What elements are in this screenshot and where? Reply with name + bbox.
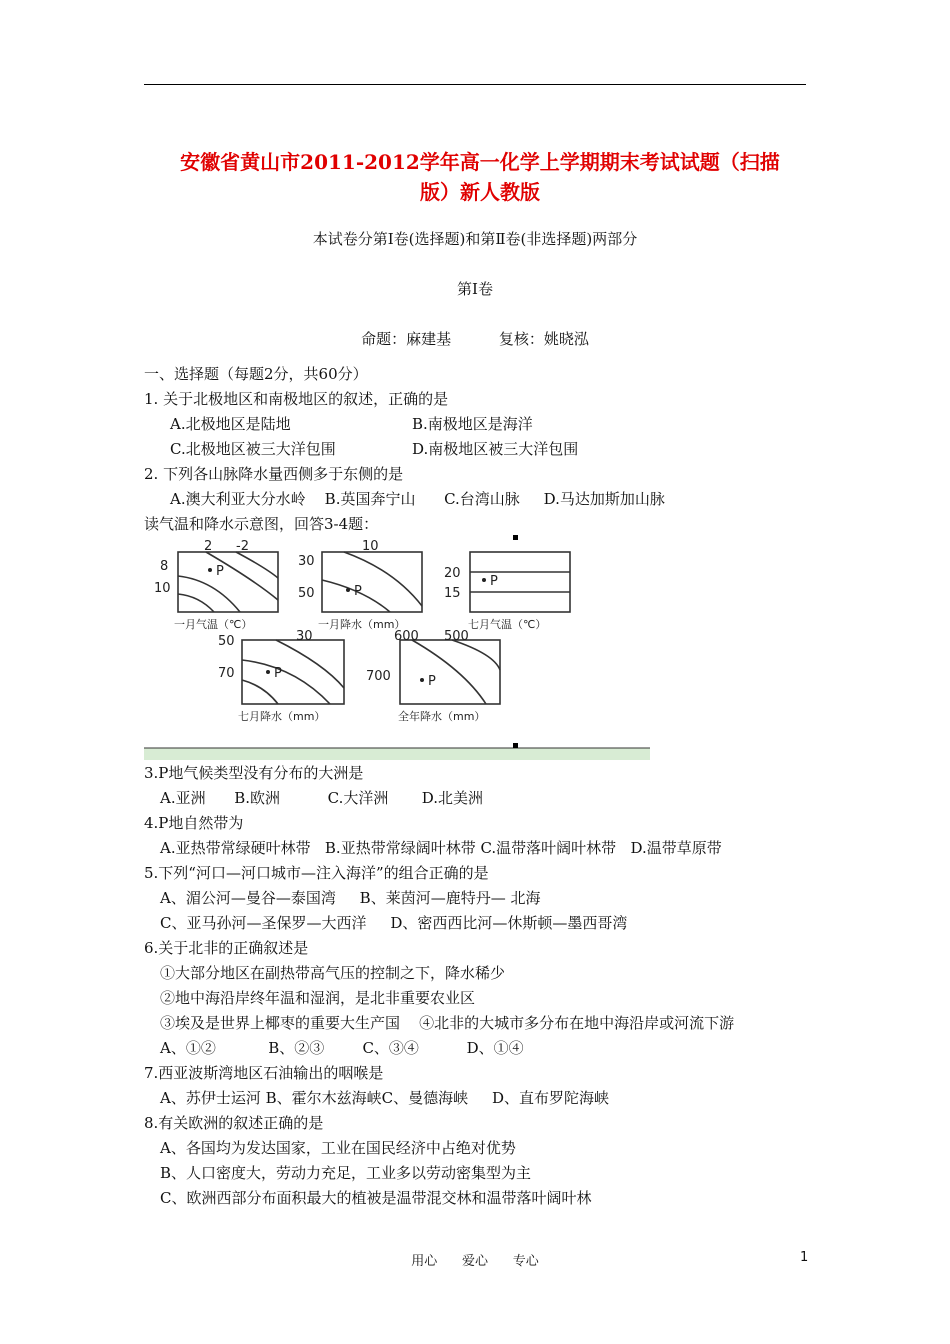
panel-5-p-point [420, 678, 424, 682]
question-3: 3.P地气候类型没有分布的大洲是 [144, 764, 364, 782]
panel-1-p-label: P [216, 564, 224, 579]
authors-line: 命题：麻建基 复核：姚晓泓 [361, 330, 589, 348]
panel-4-p-label: P [274, 666, 282, 681]
panel-4-left-label: 50 [218, 634, 235, 649]
question-8-option-a: A、各国均为发达国家，工业在国民经济中占绝对优势 [160, 1139, 516, 1157]
document-title-line1: 安徽省黄山市2011-2012学年高一化学上学期期末考试试题（扫描 [180, 150, 780, 174]
panel-5-isoline [452, 640, 500, 670]
climate-figure [144, 540, 654, 760]
question-6: 6.关于北非的正确叙述是 [144, 939, 309, 957]
climate-diagram [144, 540, 654, 760]
panel-5-top-label: 500 [444, 629, 469, 644]
panel-5-caption: 全年降水（mm） [398, 710, 486, 723]
panel-1-top-label: 2 [204, 540, 213, 554]
question-8: 8.有关欧洲的叙述正确的是 [144, 1114, 324, 1132]
figure-intro: 读气温和降水示意图，回答3-4题： [144, 515, 379, 533]
question-3-options: A.亚洲 B.欧洲 C.大洋洲 D.北美洲 [160, 789, 484, 807]
question-1-option-b: B.南极地区是海洋 [412, 415, 533, 433]
question-6-statement-34: ③埃及是世界上椰枣的重要大生产国 ④北非的大城市多分布在地中海沿岸或河流下游 [160, 1014, 735, 1032]
panel-1-left-label: 8 [160, 559, 169, 574]
scan-mark [513, 743, 518, 748]
panel-5-top-label: 600 [394, 629, 419, 644]
document-title-line2: 版）新人教版 [420, 180, 540, 204]
question-1-option-d: D.南极地区被三大洋包围 [412, 440, 579, 458]
question-4-options: A.亚热带常绿硬叶林带 B.亚热带常绿阔叶林带 C.温带落叶阔叶林带 D.温带草原带 [160, 839, 722, 857]
question-8-option-c: C、欧洲西部分布面积最大的植被是温带混交林和温带落叶阔叶林 [160, 1189, 592, 1207]
question-1-option-a: A.北极地区是陆地 [170, 415, 291, 433]
panel-3-caption: 七月气温（℃） [468, 618, 547, 631]
page-number: 1 [800, 1250, 809, 1265]
panel-3-p-point [482, 578, 486, 582]
panel-2-left-label: 50 [298, 586, 315, 601]
panel-2-frame [322, 552, 422, 612]
panel-2-left-label: 30 [298, 554, 315, 569]
question-6-options: A、①② B、②③ C、③④ D、①④ [160, 1039, 524, 1057]
section-heading: 一、选择题（每题2分，共60分） [144, 365, 368, 383]
panel-4-isoline [242, 680, 278, 704]
volume-heading: 第Ⅰ卷 [457, 280, 493, 298]
panel-4-top-label: 30 [296, 629, 313, 644]
exam-intro: 本试卷分第Ⅰ卷(选择题)和第Ⅱ卷(非选择题)两部分 [312, 230, 638, 248]
panel-1-left-label: 10 [154, 581, 171, 596]
panel-1-p-point [208, 568, 212, 572]
panel-3-left-label: 15 [444, 586, 461, 601]
panel-1-top-label: -2 [236, 540, 249, 554]
question-6-statement-2: ②地中海沿岸终年温和湿润，是北非重要农业区 [160, 989, 476, 1007]
panel-3-left-label: 20 [444, 566, 461, 581]
panel-5-frame [400, 640, 500, 704]
panel-4-caption: 七月降水（mm） [238, 710, 326, 723]
question-5: 5.下列“河口—河口城市—注入海洋”的组合正确的是 [144, 864, 489, 882]
panel-4-isoline [242, 660, 330, 704]
panel-4-isoline [276, 640, 344, 688]
panel-5-left-label: 700 [366, 669, 391, 684]
question-6-statement-1: ①大部分地区在副热带高气压的控制之下，降水稀少 [160, 964, 506, 982]
question-7-options: A、苏伊士运河 B、霍尔木兹海峡C、曼德海峡 D、直布罗陀海峡 [160, 1089, 609, 1107]
question-1: 1. 关于北极地区和南极地区的叙述，正确的是 [144, 390, 449, 408]
panel-4-left-label: 70 [218, 666, 235, 681]
panel-4-p-point [266, 670, 270, 674]
header-rule [144, 84, 806, 85]
question-8-option-b: B、人口密度大，劳动力充足，工业多以劳动密集型为主 [160, 1164, 532, 1182]
panel-3-p-label: P [490, 574, 498, 589]
question-5-options-cd: C、亚马孙河—圣保罗—大西洋 D、密西西比河—休斯顿—墨西哥湾 [160, 914, 628, 932]
question-2-options: A.澳大利亚大分水岭 B.英国奔宁山 C.台湾山脉 D.马达加斯加山脉 [170, 490, 665, 508]
panel-1-caption: 一月气温（℃） [174, 618, 253, 631]
question-5-options-ab: A、湄公河—曼谷—泰国湾 B、莱茵河—鹿特丹— 北海 [160, 889, 541, 907]
panel-1-isoline [178, 594, 214, 612]
question-1-option-c: C.北极地区被三大洋包围 [170, 440, 336, 458]
page-footer: 用心 爱心 专心 [411, 1254, 539, 1269]
question-2: 2. 下列各山脉降水量西侧多于东侧的是 [144, 465, 404, 483]
question-7: 7.西亚波斯湾地区石油输出的咽喉是 [144, 1064, 384, 1082]
panel-1-frame [178, 552, 278, 612]
panel-5-p-label: P [428, 674, 436, 689]
question-4: 4.P地自然带为 [144, 814, 244, 832]
panel-2-top-label: 10 [362, 540, 379, 554]
panel-2-caption: 一月降水（mm） [318, 618, 406, 631]
scan-strip [144, 748, 650, 760]
panel-2-p-point [346, 588, 350, 592]
panel-3-frame [470, 552, 570, 612]
panel-2-p-label: P [354, 584, 362, 599]
